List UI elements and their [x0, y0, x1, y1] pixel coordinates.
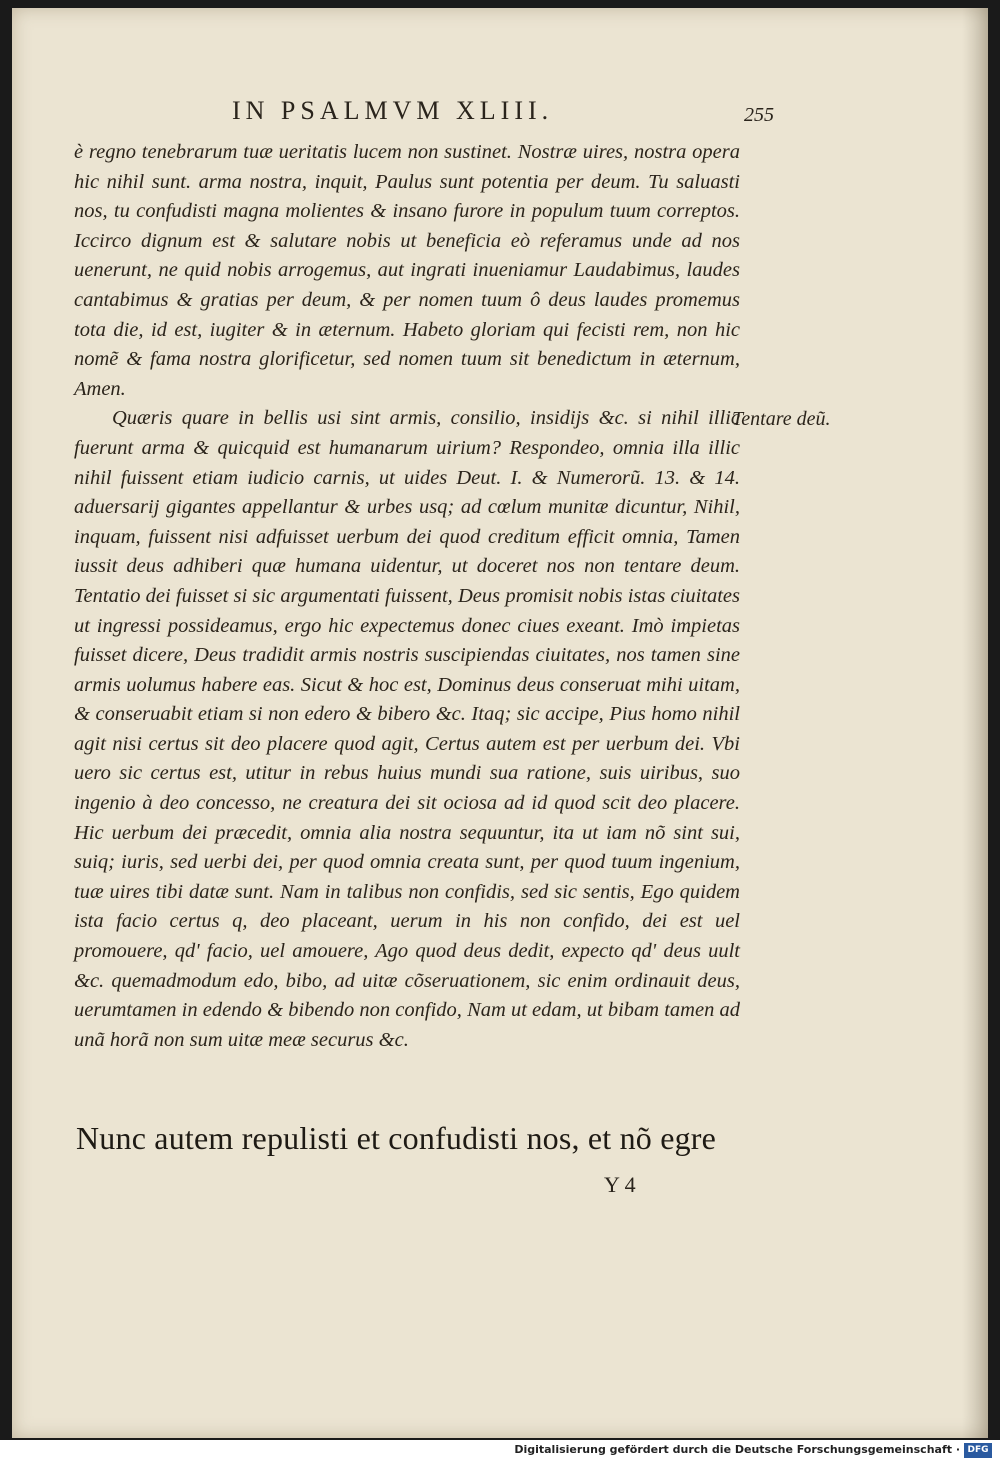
marginal-note: Tentare deũ.	[732, 408, 831, 430]
footer-bar	[0, 1440, 1000, 1462]
running-head: IN PSALMVM XLIII.	[232, 96, 554, 125]
page-number: 255	[744, 104, 774, 126]
psalm-verse-heading: Nunc autem repulisti et confudisti nos, et nõ egre	[76, 1120, 717, 1156]
book-page	[12, 8, 988, 1438]
paragraph-1: è regno tenebrarum tuæ ueritatis lucem non sustinet. Nostræ uires, nostra opera hic nihil sunt. arma nostra, inquit, Paulus sunt potentia per deum. Tu saluasti nos, tu confudisti magna molientes & insano furore in populum tuum correptos. Iccirco dignum est & salutare nobis ut beneficia eò referamus unde ad nos uenerunt, ne quid nobis arrogemus, aut ingrati inueniamur Laudabimus, laudes cantabimus & gratias per deum, & per nomen tuum ô deus laudes promemus tota die, id est, iugiter & in æternum. Habeto gloriam qui fecisti rem, non hic nomẽ & fama nostra glorificetur, sed nomen tuum sit benedictum in æternum, Amen.	[74, 141, 740, 400]
paragraph-2: Quæris quare in bellis usi sint armis, consilio, insidijs &c. si nihil illic fuerunt arma & quicquid est humanarum uirium? Respondeo, omnia illa illic nihil fuissent etiam iudicio carnis, ut uides Deut. I. & Numerorũ. 13. & 14. aduersarij gigantes appellantur & urbes usq; ad cœlum munitæ dicuntur, Nihil, inquam, fuissent nisi adfuisset uerbum dei quod creditum efficit omnia, Tamen iussit deus adhiberi quæ humana uidentur, ut doceret nos non tentare deum. Tentatio dei fuisset si sic argumentati fuissent, Deus promisit nobis istas ciuitates ut ingressi possideamus, ergo hic expectemus donec ciues exeant. Imò impietas fuisset dicere, Deus tradidit armis nostris suscipiendas ciuitates, nos tamen sine armis uolumus habere eas. Sicut & hoc est, Dominus deus conseruat mihi uitam, & conseruabit etiam si non edero & bibero &c. Itaq; sic accipe, Pius homo nihil agit nisi certus sit deo placere quod agit, Certus autem est per uerbum dei. Vbi uero sic certus est, utitur in rebus huius mundi sua ratione, suis uiribus, suo ingenio à deo concesso, ne creatura dei sit ociosa ad id quod scit deo placere. Hic uerbum dei præcedit, omnia alia nostra sequuntur, ita ut iam nõ sint sui, suiq; iuris, sed uerbi dei, per quod omnia creata sunt, per quod tuum ingenium, tuæ uires tibi datæ sunt. Nam in talibus non confidis, sed sic sentis, Ego quidem ista facio certus q, deo placeant, uerum in his non confido, dei est uel promouere, qd' facio, uel amouere, Ago quod deus dedit, expecto qd' deus uult &c. quemadmodum edo, bibo, ad uitæ cõseruationem, sic enim ordinauit deus, uerumtamen in edendo & bibendo non confido, Nam ut edam, ut bibam tamen ad unã horã non sum uitæ meæ securus &c.	[74, 407, 740, 1051]
funding-credit: Digitalisierung gefördert durch die Deutsche Forschungsgemeinschaft ·	[514, 1443, 960, 1456]
commentary-text	[74, 138, 740, 1055]
signature-mark: Y 4	[604, 1172, 636, 1197]
dfg-logo: DFG	[964, 1443, 992, 1458]
